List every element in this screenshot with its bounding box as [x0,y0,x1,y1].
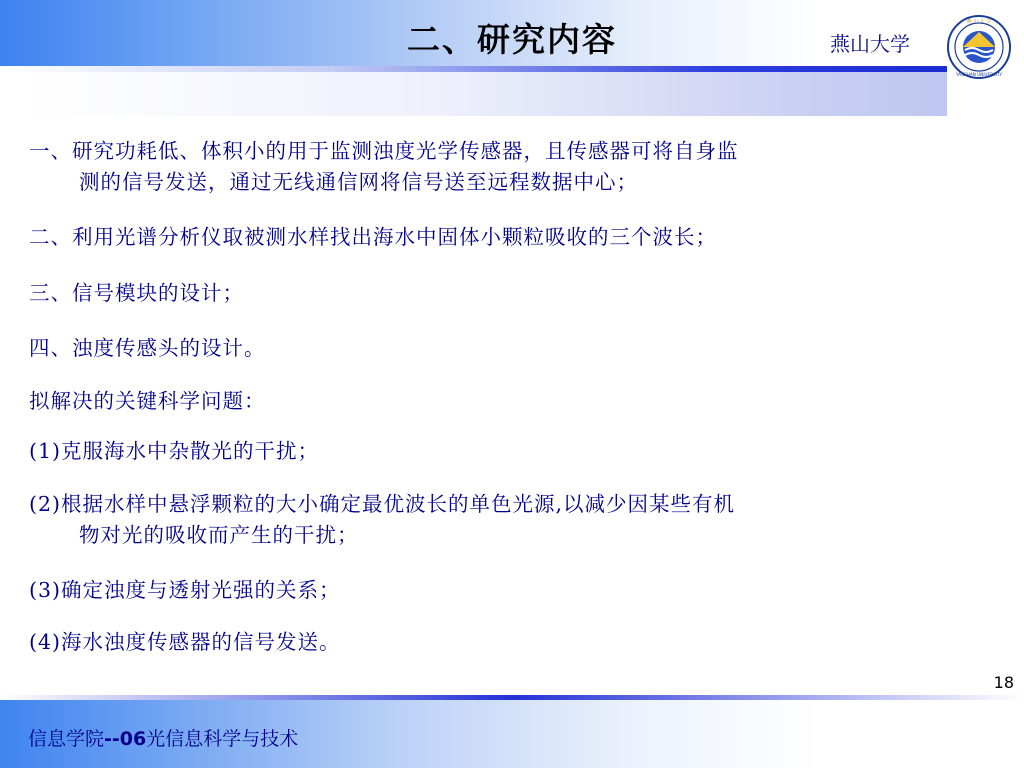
item-line: 四、浊度传感头的设计。 [29,336,266,360]
item-line: (1)克服海水中杂散光的干扰； [29,439,320,463]
item-line: 拟解决的关键科学问题： [29,389,266,413]
item-line: 一、研究功耗低、体积小的用于监测浊度光学传感器，且传感器可将自身监 [29,139,739,163]
item-line: 三、信号模块的设计； [29,281,244,305]
item-line: (2)根据水样中悬浮颗粒的大小确定最优波长的单色光源,以减少因某些有机 [29,492,736,516]
footer-suffix: 光信息科学与技术 [146,728,299,750]
page-number: 18 [993,673,1014,692]
problem-item-2 [29,489,984,551]
university-logo-icon [946,14,1012,80]
content-item-1 [29,136,984,198]
item-line-continued: 物对光的吸收而产生的干扰； [79,523,359,547]
item-line: (4)海水浊度传感器的信号发送。 [29,630,341,654]
item-line-continued: 测的信号发送，通过无线通信网将信号送至远程数据中心； [79,170,638,194]
footer-prefix: 信息学院 [28,728,105,750]
footer-bold: --06 [104,728,147,750]
content-item-3 [29,278,984,309]
svg-text:燕 山 大 学: 燕 山 大 学 [966,19,992,25]
svg-text:YANSHAN UNIVERSITY: YANSHAN UNIVERSITY [955,72,1003,77]
footer-text [28,724,298,751]
problem-item-3 [29,575,984,606]
problem-item-1 [29,436,984,467]
item-line: 二、利用光谱分析仪取被测水样找出海水中固体小颗粒吸收的三个波长； [29,225,717,249]
university-name: 燕山大学 [830,32,910,56]
item-line: (3)确定浊度与透射光强的关系； [29,578,341,602]
key-problems-heading [29,386,984,417]
page-title: 二、研究内容 [407,20,617,59]
subheader-band [25,72,947,116]
problem-item-4 [29,627,984,658]
content-item-2 [29,222,984,253]
content-item-4 [29,333,984,364]
